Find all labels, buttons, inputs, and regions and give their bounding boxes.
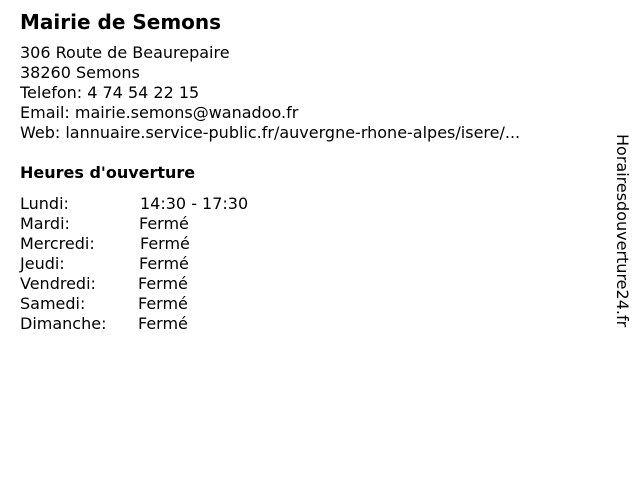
day-label: Samedi: — [20, 294, 86, 313]
day-label: Mercredi: — [20, 234, 95, 253]
day-hours: 14:30 - 17:30 — [140, 194, 249, 213]
address-block — [20, 43, 520, 143]
day-hours: Fermé — [138, 294, 188, 313]
day-label: Jeudi: — [20, 254, 65, 273]
day-label: Dimanche: — [20, 314, 107, 333]
postal-city: 38260 Semons — [20, 63, 140, 82]
day-label: Lundi: — [20, 194, 69, 213]
opening-hours-heading: Heures d'ouverture — [20, 163, 196, 182]
day-hours: Fermé — [139, 254, 189, 273]
day-hours: Fermé — [138, 314, 188, 333]
day-hours: Fermé — [140, 234, 190, 253]
page-title: Mairie de Semons — [20, 10, 222, 34]
day-hours: Fermé — [138, 274, 188, 293]
street-address: 306 Route de Beaurepaire — [20, 43, 230, 62]
day-label: Vendredi: — [20, 274, 96, 293]
email-address: Email: mairie.semons@wanadoo.fr — [20, 103, 299, 122]
website-link: Web: lannuaire.service-public.fr/auvergne-rhone-alpes/isere/... — [20, 123, 521, 142]
day-hours: Fermé — [139, 214, 189, 233]
site-watermark: Horairesdouverture24.fr — [613, 134, 632, 328]
day-label: Mardi: — [20, 214, 70, 233]
phone-number: Telefon: 4 74 54 22 15 — [20, 83, 200, 102]
